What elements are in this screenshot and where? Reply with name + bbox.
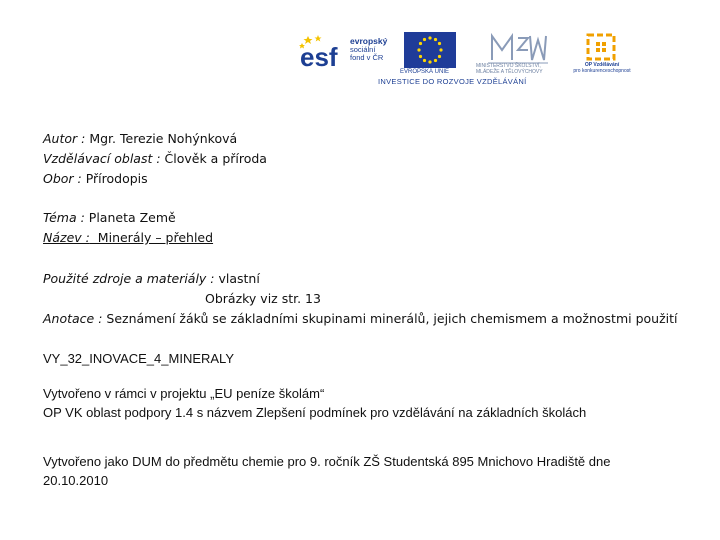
anotace-line <box>43 311 678 326</box>
obor-value: Přírodopis <box>81 171 148 186</box>
autor-value: Mgr. Terezie Nohýnková <box>85 131 238 146</box>
esf-caption <box>350 37 387 63</box>
oblast-value: Člověk a příroda <box>160 151 267 166</box>
dum-info <box>43 452 610 490</box>
tema-value: Planeta Země <box>84 210 176 225</box>
zdroje-value: vlastní <box>214 271 260 286</box>
zdroje-line <box>43 271 260 286</box>
project-info <box>43 384 586 422</box>
project-line1: Vytvořeno v rámci v projektu „EU peníze školám“ <box>43 386 325 401</box>
opvk-logo-icon <box>582 32 622 62</box>
esf-line1: evropský <box>350 36 388 46</box>
dum-line2: 20.10.2010 <box>43 473 109 488</box>
nazev-value: Minerály – přehled <box>89 230 214 245</box>
document-code: VY_32_INOVACE_4_MINERALY <box>43 351 234 366</box>
eu-flag-icon <box>404 32 456 68</box>
esf-line2: sociální <box>350 44 376 54</box>
opvk-line1: OP Vzdělávání <box>584 62 620 68</box>
opvk-caption <box>568 62 636 74</box>
nazev-line <box>43 230 213 245</box>
tema-line <box>43 210 176 225</box>
tema-label: Téma : <box>43 210 85 225</box>
esf-logo-text: esf <box>300 42 338 70</box>
zdroje-label: Použité zdroje a materiály : <box>43 271 215 286</box>
msmt-line1: MINISTERSTVO ŠKOLSTVÍ, <box>476 63 541 69</box>
autor-label: Autor : <box>43 131 86 146</box>
anotace-value: Seznámení žáků se základními skupinami minerálů, jejich chemismem a možnostmi použití <box>102 311 678 326</box>
project-line2: OP VK oblast podpory 1.4 s názvem Zlepšení podmínek pro vzdělávání na základních školách <box>43 405 587 420</box>
msmt-line2: MLÁDEŽE A TĚLOVÝCHOVY <box>476 69 543 75</box>
header-logos <box>296 30 636 88</box>
eu-caption: EVROPSKÁ UNIE <box>400 69 450 75</box>
esf-logo-icon <box>298 34 348 70</box>
esf-line3: fond v ČR <box>350 53 384 62</box>
oblast-label: Vzdělávací oblast : <box>43 151 161 166</box>
zdroje-line2: Obrázky viz str. 13 <box>205 291 321 306</box>
msmt-caption <box>476 63 543 75</box>
investice-slogan: INVESTICE DO ROZVOJE VZDĚLÁVÁNÍ <box>378 77 527 86</box>
anotace-label: Anotace : <box>43 311 103 326</box>
nazev-label: Název : <box>43 230 90 245</box>
msmt-logo-icon <box>488 30 548 64</box>
obor-label: Obor : <box>43 171 82 186</box>
dum-line1: Vytvořeno jako DUM do předmětu chemie pro 9. ročník ZŠ Studentská 895 Mnichovo Hradiště dne <box>43 454 611 469</box>
oblast-line <box>43 151 267 166</box>
autor-line <box>43 131 237 146</box>
opvk-line2: pro konkurenceschopnost <box>573 68 631 74</box>
obor-line <box>43 171 148 186</box>
